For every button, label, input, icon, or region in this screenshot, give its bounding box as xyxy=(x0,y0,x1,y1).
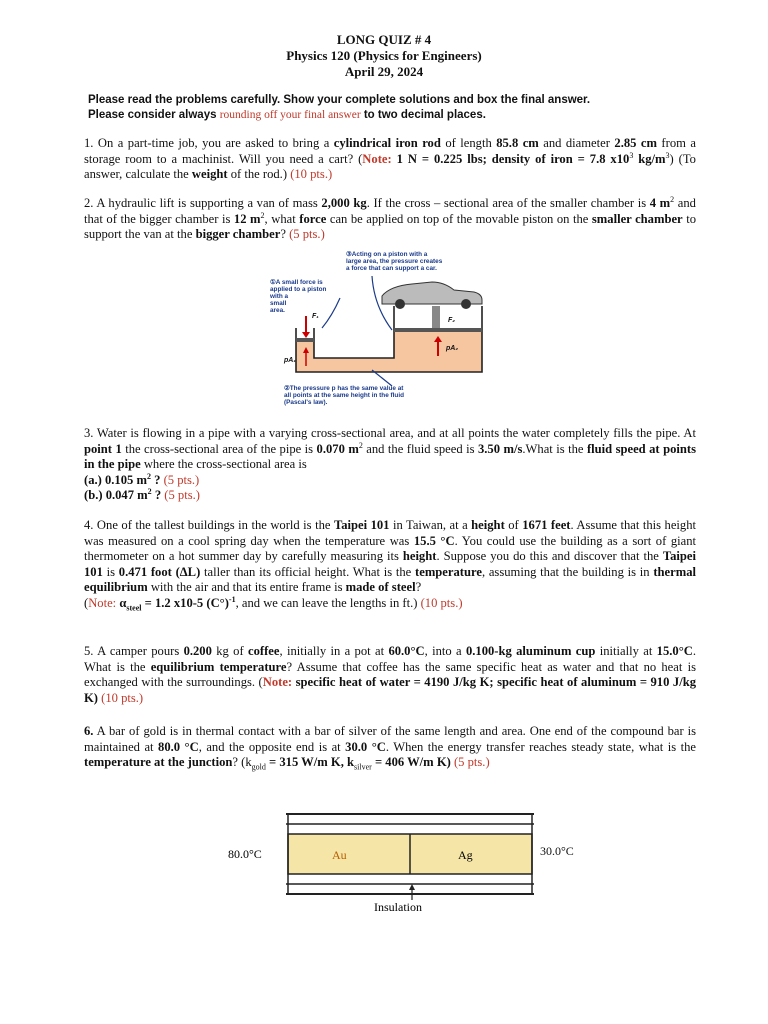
q1-text: of the rod.) xyxy=(227,167,291,182)
q1-text: from a storage room to a machinist. Will you need a cart? ( xyxy=(84,136,696,166)
large-piston xyxy=(394,328,482,332)
label-3-line: a force that can support a car. xyxy=(346,265,437,272)
label-3-line: large area, the pressure creates xyxy=(346,258,443,265)
question-6 xyxy=(84,724,696,771)
q1-bold: 85.8 cm xyxy=(496,136,539,150)
q2-bold: bigger chamber xyxy=(195,227,281,242)
fluid-small-chamber xyxy=(296,342,314,372)
q5-text: ? Assume that coffee has the same specific heat as water and that no heat is exchanged with the surroundings. ( xyxy=(84,659,696,690)
q4-bold: height xyxy=(471,518,505,532)
question-1 xyxy=(84,136,696,183)
q6-bold: temperature at the junction xyxy=(84,755,233,770)
lift-column xyxy=(432,306,440,328)
q4-text: ? xyxy=(415,580,422,595)
q4-text: is xyxy=(102,564,119,579)
q4-text: . You could use the building as a sort of giant thermometer on a hot summer day by carefully measuring its xyxy=(84,533,696,564)
label-3-line: ③Acting on a piston with a xyxy=(346,251,428,258)
q2-text: ? xyxy=(280,227,290,242)
q5-note-label: Note: xyxy=(262,675,293,690)
quiz-date: April 29, 2024 xyxy=(344,64,424,79)
q4-bold: 0.471 foot (ΔL) xyxy=(118,564,201,579)
q4-text: of xyxy=(504,518,523,532)
q3-text: and the fluid speed is xyxy=(362,441,478,456)
q3-part-a: (a.) 0.105 m xyxy=(84,472,147,487)
q1-bold: 1 N = 0.225 lbs; density of iron = 7.8 x10 xyxy=(391,151,630,166)
left-temperature-label: 80.0°C xyxy=(228,847,262,861)
right-temperature-text: 30.0°C xyxy=(540,844,574,858)
q5-text: . What is the xyxy=(84,644,696,674)
pa1-label: pA₁ xyxy=(284,357,296,364)
q2-sup: 2 xyxy=(260,210,265,220)
gold-label: Au xyxy=(332,848,347,862)
q6-sub: gold xyxy=(251,762,266,772)
q3-text: the cross-sectional area of the pipe is xyxy=(121,441,317,456)
label-1-line: applied to a piston xyxy=(270,286,327,293)
q2-bold: 12 m xyxy=(233,211,261,226)
q4-bold: thermal equilibrium xyxy=(84,564,696,595)
fluid-connector xyxy=(314,358,394,372)
q4-bold: 15.5 °C xyxy=(413,533,455,548)
q5-bold: coffee xyxy=(248,644,280,658)
question-3 xyxy=(84,426,696,504)
q3-text: ? xyxy=(151,488,165,503)
instruction-text: to two decimal places. xyxy=(360,109,486,121)
q5-bold: 0.200 xyxy=(183,644,212,658)
q4-note-label: Note: xyxy=(88,595,117,610)
q6-sub: silver xyxy=(354,762,372,772)
instruction-line-2 xyxy=(88,108,688,123)
q3-part-b: (b.) 0.047 m xyxy=(84,488,148,503)
q5-bold: 60.0°C xyxy=(388,644,425,658)
q2-bold: force xyxy=(299,211,327,226)
label-2-line: all points at the same height in the fluid xyxy=(284,392,405,399)
q3-bold: 3.50 m/s xyxy=(477,441,523,456)
q6-text: . When the energy transfer reaches steady state, what is the xyxy=(385,739,697,754)
q3-bold: 0.070 m xyxy=(316,441,359,456)
label-1-line: small xyxy=(270,300,287,307)
q1-text: of length xyxy=(440,136,497,150)
q2-points: (5 pts.) xyxy=(289,227,325,242)
q3-bold: point 1 xyxy=(84,441,122,456)
q4-text: taller than its official height. What is the xyxy=(200,564,416,579)
q6-text: A bar of gold is in thermal contact with a bar of silver of the same length and area. One end of the compound bar is maintained at xyxy=(84,724,696,754)
q2-text: 2. A hydraulic lift is supporting a van of mass xyxy=(84,196,322,210)
label-2-line: (Pascal's law). xyxy=(284,399,328,406)
small-piston xyxy=(296,338,314,342)
q3-text: .What is the xyxy=(522,441,587,456)
instruction-line-1: Please read the problems carefully. Show your complete solutions and box the final answer. xyxy=(88,94,591,106)
q4-text: . Suppose you do this and discover that the xyxy=(436,549,663,564)
q1-text: 1. On a part-time job, you are asked to bring a xyxy=(84,136,334,150)
q5-bold: 0.100-kg aluminum cup xyxy=(465,644,596,658)
q3-part-a-points: (5 pts.) xyxy=(163,472,200,487)
q5-text: , into a xyxy=(424,644,466,658)
q3-sup: 2 xyxy=(146,471,151,481)
instruction-highlight: rounding off your final answer xyxy=(219,109,361,121)
q5-bold: specific heat of water = 4190 J/kg K; specific heat of aluminum = 910 J/kg K) xyxy=(84,675,696,705)
q3-bold: fluid speed at points in the pipe xyxy=(84,441,696,472)
hydraulic-lift-figure xyxy=(262,246,502,418)
q6-bold: 80.0 °C xyxy=(158,739,199,754)
pa2-label: pA₂ xyxy=(446,345,459,352)
silver-label: Ag xyxy=(458,848,473,862)
q5-bold: 15.0°C xyxy=(656,644,693,658)
q4-text: with the air and that its entire frame is xyxy=(147,580,346,595)
q1-sup: 3 xyxy=(665,150,670,160)
q3-sup: 2 xyxy=(358,440,363,450)
q1-bold: kg/m xyxy=(633,151,666,166)
q4-text: 4. One of the tallest buildings in the world is the xyxy=(84,518,334,532)
q1-bold: 2.85 cm xyxy=(614,136,657,150)
compound-bar-figure xyxy=(222,812,562,912)
q1-text: and diameter xyxy=(538,136,615,150)
q5-points: (10 pts.) xyxy=(101,690,144,705)
force-f1-arrowhead xyxy=(302,332,310,338)
q1-text: ) (To answer, calculate the xyxy=(84,151,696,182)
insulation-label: Insulation xyxy=(374,900,422,912)
q4-text: , assuming that the building is in xyxy=(481,564,654,579)
q4-bold: made of steel xyxy=(345,580,416,595)
q4-bold: 1671 feet xyxy=(522,518,571,532)
q1-bold: weight xyxy=(191,167,228,182)
q2-text: to support the van at the xyxy=(84,211,696,242)
q3-part-b-points: (5 pts.) xyxy=(164,488,200,503)
q4-sub: steel xyxy=(126,603,142,613)
course-name: Physics 120 (Physics for Engineers) xyxy=(286,48,482,63)
label-1-line: area. xyxy=(270,307,285,314)
q4-sup: -1 xyxy=(228,594,236,604)
q2-bold: 2,000 kg xyxy=(321,196,367,210)
q4-bold: temperature xyxy=(415,564,482,579)
q4-text: in Taiwan, at a xyxy=(389,518,472,532)
q2-sup: 2 xyxy=(670,194,675,204)
question-2 xyxy=(84,196,696,243)
q1-sup: 3 xyxy=(629,150,634,160)
q3-text: ? xyxy=(150,472,164,487)
q2-text: . If the cross – sectional area of the smaller chamber is xyxy=(366,196,650,210)
q6-text: , and the opposite end is at xyxy=(198,739,346,754)
q4-bold: α xyxy=(116,595,127,610)
q4-text: . Assume that this height was measured on a cool spring day when the temperature was xyxy=(84,518,697,548)
q3-text: 3. Water is flowing in a pipe with a varying cross-sectional area, and at all points the water completely fills the pipe. At xyxy=(84,426,696,440)
q4-bold: Taipei 101 xyxy=(333,518,390,532)
q2-text: and that of the bigger chamber is xyxy=(84,196,696,226)
q5-text: initially at xyxy=(595,644,657,658)
q4-bold: height xyxy=(402,549,437,564)
q5-bold: equilibrium temperature xyxy=(150,659,287,674)
q3-sup: 2 xyxy=(147,487,152,497)
q4-points: (10 pts.) xyxy=(420,595,463,610)
q4-bold: Taipei 101 xyxy=(84,549,696,579)
instructions xyxy=(88,93,688,123)
quiz-title: LONG QUIZ # 4 xyxy=(336,32,432,47)
q6-points: (5 pts.) xyxy=(453,755,490,770)
q5-text: 5. A camper pours xyxy=(84,644,184,658)
q6-number: 6. xyxy=(84,724,94,738)
label-1-line: ①A small force is xyxy=(270,279,323,286)
q2-text: , what xyxy=(264,211,300,226)
q5-text: , initially in a pot at xyxy=(279,644,389,658)
q4-bold: = 1.2 x10-5 (C°) xyxy=(141,595,229,610)
q1-points: (10 pts.) xyxy=(290,167,333,182)
q6-bold: = 406 W/m K) xyxy=(371,755,454,770)
car-icon xyxy=(382,282,482,309)
q6-bold: = 315 W/m K, k xyxy=(265,755,355,770)
label-1-line: with a xyxy=(270,293,289,300)
insulation-arrowhead xyxy=(409,884,415,890)
f1-label: F₁ xyxy=(312,313,319,320)
q4-text: , and we can leave the lengths in ft.) xyxy=(235,595,421,610)
q2-bold: smaller chamber xyxy=(591,211,683,226)
q4-text: ( xyxy=(84,595,89,610)
q2-text: can be applied on top of the movable piston on the xyxy=(326,211,592,226)
quiz-header xyxy=(0,32,768,80)
q6-bold: 30.0 °C xyxy=(345,739,386,754)
instruction-text: Please consider always xyxy=(88,109,220,121)
q2-bold: 4 m xyxy=(649,196,671,210)
leader-line-1 xyxy=(322,298,340,328)
q5-text: kg of xyxy=(211,644,249,658)
label-2-line: ②The pressure p has the same value at xyxy=(284,385,404,392)
q1-bold: cylindrical iron rod xyxy=(333,136,441,150)
f2-label: F₂ xyxy=(448,317,455,324)
question-4 xyxy=(84,518,696,612)
q6-text: ? (k xyxy=(232,755,252,770)
question-5 xyxy=(84,644,696,706)
q1-note-label: Note: xyxy=(362,151,392,166)
q3-text: where the cross-sectional area is xyxy=(140,457,307,472)
